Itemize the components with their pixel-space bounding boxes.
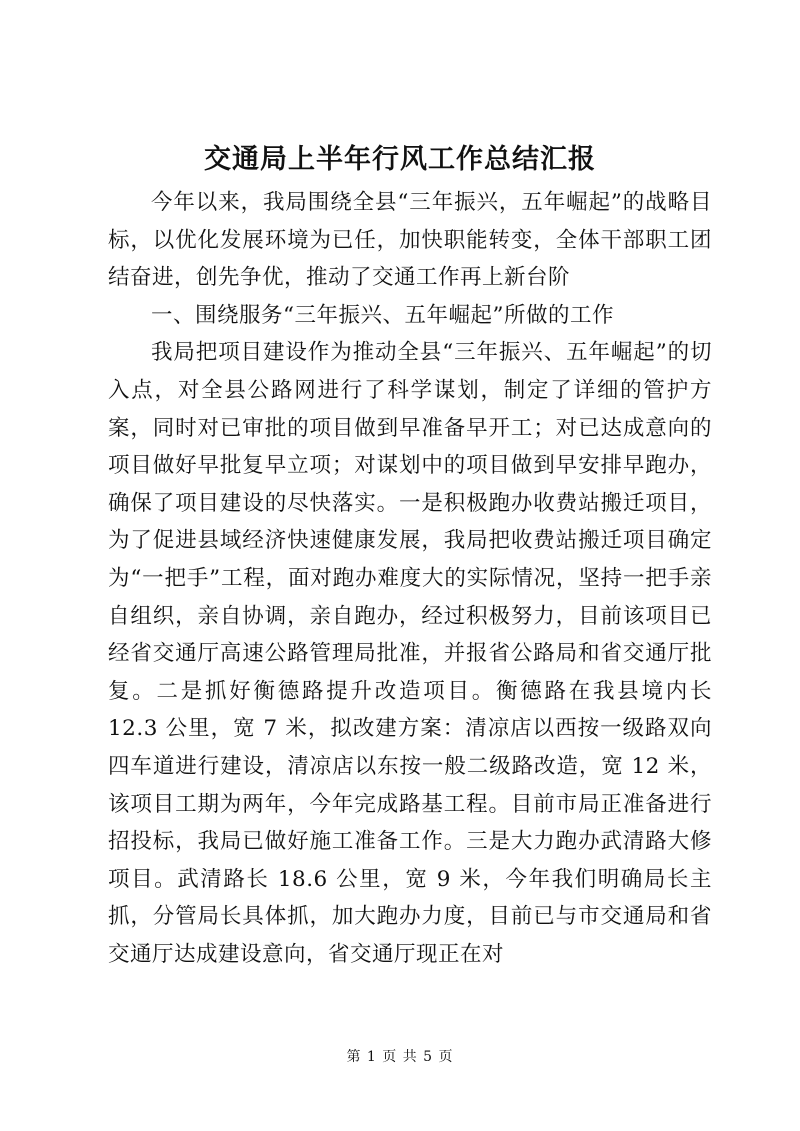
document-title: 交通局上半年行风工作总结汇报	[204, 144, 596, 175]
document-body	[108, 184, 712, 973]
intro-paragraph: 今年以来，我局围绕全县“三年振兴，五年崛起”的战略目标，以优化发展环境为已任，加快职能转变，全体干部职工团结奋进，创先争优，推动了交通工作再上新台阶	[108, 190, 712, 291]
page-number-footer: 第 1 页 共 5 页	[346, 1049, 454, 1065]
body-paragraph: 我局把项目建设作为推动全县“三年振兴、五年崛起”的切入点，对全县公路网进行了科学谋划，制定了详细的管护方案，同时对已审批的项目做到早准备早开工；对已达成意向的项目做好早批复早立项；对谋划中的项目做到早安排早跑办，确保了项目建设的尽快落实。一是积极跑办收费站搬迁项目，为了促进县域经济快速健康发展，我局把收费站搬迁项目确定为“一把手”工程，面对跑办难度大的实际情况，坚持一把手亲自组织，亲自协调，亲自跑办，经过积极努力，目前该项目已经省交通厅高速公路管理局批准，并报省公路局和省交通厅批复。二是抓好衡德路提升改造项目。衡德路在我县境内长 12.3 公里，宽 7 米，拟改建方案：清凉店以西按一级路双向四车道进行建设，清凉店以东按一般二级路改造，宽 12 米，该项目工期为两年，今年完成路基工程。目前市局正准备进行招投标，我局已做好施工准备工作。三是大力跑办武清路大修项目。武清路长 18.6 公里，宽 9 米，今年我们明确局长主抓，分管局长具体抓，加大跑办力度，目前已与市交通局和省交通厅达成建设意向，省交通厅现正在对	[108, 340, 712, 967]
section-heading: 一、围绕服务“三年振兴、五年崛起”所做的工作	[151, 302, 614, 328]
